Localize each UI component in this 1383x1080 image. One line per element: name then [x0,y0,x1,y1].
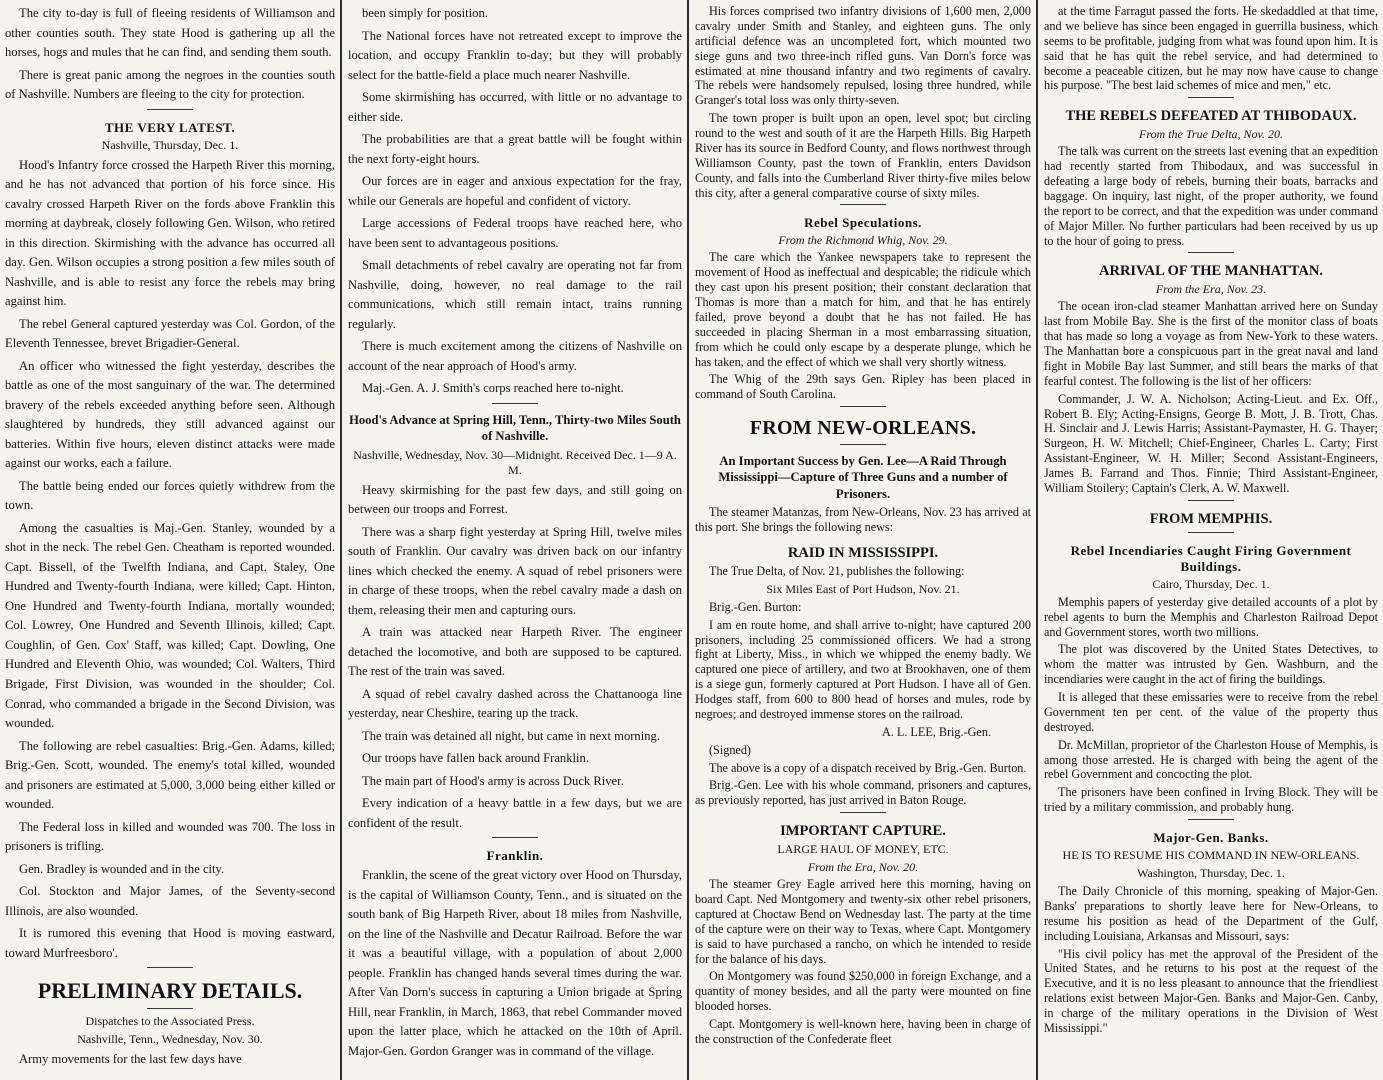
article-headline: FROM MEMPHIS. [1149,510,1273,527]
article-paragraph: The rebel General captured yesterday was Col. Gordon, of the Eleventh Tennessee, brevet Brigadier-General. [5,316,335,351]
section-divider [1188,500,1234,501]
article-paragraph: The steamer Matanzas, from New-Orleans, Nov. 23 has arrived at this port. She brings the following news: [695,505,1031,535]
article-paragraph: It is rumored this evening that Hood is moving eastward, toward Murfreesboro'. [5,926,335,960]
article-paragraph: The plot was discovered by the United States Detectives, to whom the matter was intrusted by Gen. Washburn, and the incendiaries were caught in the act of firing the buildings. [1044,642,1378,687]
dateline: Washington, Thursday, Dec. 1. [1137,866,1285,880]
article-headline: IMPORTANT CAPTURE. [780,823,946,840]
article-headline: Major-Gen. Banks. [1153,830,1269,845]
article-paragraph: Our forces are in eager and anxious expectation for the fray, while our Generals are hopeful and confident of victory. [348,174,682,208]
dateline: Cairo, Thursday, Dec. 1. [1152,576,1270,591]
article-paragraph: The Daily Chronicle of this morning, speaking of Major-Gen. Banks' preparations to shortly leave here for New-Orleans, to resume his position as head of the Department of the Gulf, including Louisiana, Arkansas and Missouri, says: [1044,884,1378,943]
article-paragraph: Every indication of a heavy battle in a few days, but we are confident of the result. [348,796,682,830]
article-paragraph: A train was attacked near Harpeth River. The engineer detached the locomotive, and both are supposed to be captured. The rest of the train was saved. [348,625,682,679]
article-paragraph: been simply for position. [362,6,488,20]
dateline: Nashville, Thursday, Dec. 1. [101,137,239,152]
section-divider [492,403,538,404]
article-paragraph: The above is a copy of a dispatch received by Brig.-Gen. Burton. [709,760,1027,775]
section-divider [147,1008,193,1009]
dateline: LARGE HAUL OF MONEY, ETC. [777,842,949,857]
article-paragraph: The city to-day is full of fleeing residents of Williamson and other counties south. They state Hood is gathering up all the horses, hogs and mules that he can find, and sending them south. [5,6,335,60]
article-paragraph: Small detachments of rebel cavalry are operating not far from Nashville, doing, however, no real damage to the rail communications, which still remain intact, trains running regularly. [348,258,682,331]
article-paragraph: Large accessions of Federal troops have reached here, who have been sent to advantageous positions. [348,216,682,250]
article-headline: THE VERY LATEST. [104,119,236,135]
article-paragraph: There is much excitement among the citizens of Nashville on account of the near approach of Hood's army. [348,339,682,373]
source-credit: From the Era, Nov. 23. [1155,282,1267,297]
article-paragraph: The probabilities are that a great battle will be fought within the next forty-eight hours. [348,132,682,166]
section-divider [840,444,886,445]
article-paragraph: Among the casualties is Maj.-Gen. Stanley, wounded by a shot in the neck. The rebel Gen. Cheatham is reported wounded. Capt. Bissell, of the Twelfth Indiana, and Capt. Staley, One Hundred and Twenty-fourth Indiana, were killed; Capt. Hinton, One Hundred and Twenty-fourth Indiana, mortally wounded; Col. Lowrey, One Hundred and Seventh Illinois, killed; Capt. Coughlin, of Gen. Cox' Staff, was killed; Capt. Dowling, One Hundred and Eleventh Ohio, was wounded; Col. Walters, Third Brigade, First Division, was wounded in the shoulder; Col. Conrad, who commanded a brigade in the Second Division, was wounded. [5,520,335,731]
article-paragraph: The town proper is built upon an open, level spot; but circling round to the west and south of it are the Harpeth Hills. Big Harpeth River has its source in Bedford County, and flows northwest through Williamson County, past the town of Franklin, enters Davidson County, and falls into the Cumberland River thirty-five miles below this city, after a general comparative course of sixty miles. [695,111,1031,200]
article-paragraph: Commander, J. W. A. Nicholson; Acting-Lieut. and Ex. Off., Robert B. Ely; Acting-Ensigns, George B. Mott, J. B. Trott, Chas. H. Sinclair and J. Lewis Harris; Assistant-Paymaster, H. G. Thayer; Surgeon, H. W. Mitchell; Chief-Engineer, Charles L. Carty; First Assistant-Engineer, W. H. Miller; Second Assistant-Engineers, James B. Farrand and Thos. Finnie; Third Assistant-Engineer, William Stoilery; Captain's Clerk, A. W. Maxwell. [1044,391,1378,495]
article-paragraph: Brig.-Gen. Lee with his whole command, prisoners and captures, as previously reported, has just arrived in Baton Rouge. [695,778,1031,808]
article-headline: Franklin. [486,848,544,864]
article-deck: Hood's Advance at Spring Hill, Tenn., Thirty-two Miles South of Nashville. [349,412,681,444]
article-headline: ARRIVAL OF THE MANHATTAN. [1099,263,1323,280]
column-rule [687,0,689,1080]
article-paragraph: The steamer Grey Eagle arrived here this morning, having on board Capt. Ned Montgomery and twenty-six other rebel prisoners, captured at Choctaw Bend on Wednesday last. The party at the time of the capture were on their way to Texas, where Capt. Montgomery is said to have purchased a rancho, on which he intended to reside for the balance of his days. [695,877,1031,966]
section-divider [840,812,886,813]
article-paragraph: There was a sharp fight yesterday at Spring Hill, twelve miles south of Franklin. Our cavalry was driven back on our infantry lines which checked the enemy. A squad of rebel prisoners were in charge of these troops, when the rebel cavalry made a dash on them, releasing their men and capturing ours. [348,524,682,617]
section-divider [840,406,886,407]
section-divider [147,967,193,968]
article-deck: An Important Success by Gen. Lee—A Raid Through Mississippi—Capture of Three Guns and a number of Prisoners. [718,454,1008,501]
section-divider [492,837,538,838]
article-paragraph: The True Delta, of Nov. 21, publishes the following: [709,563,965,578]
section-divider [147,109,193,110]
article-paragraph: The Federal loss in killed and wounded was 700. The loss in prisoners is trifling. [5,819,335,854]
article-headline: THE REBELS DEFEATED AT THIBODAUX. [1065,108,1357,125]
article-paragraph: Army movements for the last few days have [19,1052,242,1067]
article-paragraph: The battle being ended our forces quietly withdrew from the town. [5,478,335,513]
article-paragraph: Dr. McMillan, proprietor of the Charleston House of Memphis, is among those arrested. He is charged with being the agent of the rebel Government and concocting the plot. [1044,737,1378,782]
article-paragraph: The prisoners have been confined in Irving Block. They will be tried by a military commission, and probably hung. [1044,785,1378,815]
article-paragraph: Franklin, the scene of the great victory over Hood on Thursday, is the capital of Williamson County, Tenn., and is situated on the south bank of Big Harpeth River, about 18 miles from Nashville, on the line of the Nashville and Decatur Railroad. Before the war it was a beautiful village, with a population of about 2,000 people. Franklin has changed hands several times during the war. After Van Dorn's success in capturing a Union brigade at Spring Hill, near Franklin, in March, 1863, that rebel Commander moved upon the latter place, which he attacked on the 10th of April. Major-Gen. Gordon Granger was in command of the village. [348,868,683,1058]
column-3 [690,0,1036,1080]
article-paragraph: Gen. Bradley is wounded and in the city. [19,861,225,876]
article-paragraph: The following are rebel casualties: Brig.-Gen. Adams, killed; Brig.-Gen. Scott, wounded. The enemy's total killed, wounded and prisoners are estimated at 5,000, 3,000 being either killed or wounded. [5,738,335,812]
section-divider [1188,252,1234,253]
article-paragraph: There is great panic among the negroes in the counties south of Nashville. Numbers are fleeing to the city for protection. [5,67,335,102]
article-paragraph: at the time Farragut passed the forts. He skedaddled at that time, and we believe has since been engaged in guerrilla business, which seems to be profitable, judging from what was found upon him. It is said that he has quit the rebel service, and had determined to become a peaceable citizen, but he may now have cause to change his purpose. "The best laid schemes of mice and men," etc. [1044,4,1378,93]
dateline: HE IS TO RESUME HIS COMMAND IN NEW-ORLEANS. [1062,848,1360,862]
article-paragraph: Hood's Infantry force crossed the Harpeth River this morning, and he has not advanced that portion of his force since. His cavalry crossed Harpeth River on the fords above Franklin this morning at daybreak, closely following Gen. Wilson, who retired in this direction. Skirmishing with the advance has occurred all day. Gen. Wilson occupies a strong position a few miles south of Nashville, and is able to resist any force the rebels may bring against him. [5,157,335,309]
article-paragraph: Maj.-Gen. A. J. Smith's corps reached here to-night. [362,381,624,396]
article-paragraph: I am en route home, and shall arrive to-night; have captured 200 prisoners, including 25 commissioned officers. We had a strong fight at Liberty, Miss., in which we whipped the enemy badly. We captured one piece of artillery, and two at Brookhaven, one of them is a siege gun, formerly captured at Port Hudson. I have all of Gen. Hodges staff, from 600 to 800 head of horses and mules, rode by negroes; and destroyed immense stores on the railroad. [695,617,1031,721]
source-credit: From the Era, Nov. 20. [807,860,919,875]
article-paragraph: A squad of rebel cavalry dashed across the Chattanooga line yesterday, near Cheshire, tearing up the track. [348,686,682,721]
source-credit: From the True Delta, Nov. 20. [1139,127,1283,142]
article-paragraph: Col. Stockton and Major James, of the Seventy-second Illinois, are also wounded. [5,884,335,918]
dateline: Nashville, Tenn., Wednesday, Nov. 30. [77,1032,263,1047]
dateline: Six Miles East of Port Hudson, Nov. 21. [766,581,960,596]
section-divider [1188,819,1234,820]
article-paragraph: Memphis papers of yesterday give detailed accounts of a plot by rebel agents to burn the Memphis and Charleston Railroad Depot and Government stores, worth two millions. [1044,594,1378,639]
article-paragraph: His forces comprised two infantry divisions of 1,600 men, 2,000 cavalry under Smith and Stanley, and eighteen guns. The only artificial defence was an uncompleted fort, which mounted two siege guns and two three-inch rifled guns. Van Dorn's force was estimated at nine thousand infantry and two regiments of cavalry. The rebels were handsomely repulsed, losing three hundred, while Granger's total loss was only thirty-seven. [695,4,1031,108]
article-paragraph: The ocean iron-clad steamer Manhattan arrived here on Sunday last from Mobile Bay. She is the first of the monitor class of boats that has made so long a voyage as from New-York to these waters. The Manhattan bore a conspicuous part in the great naval and land fight in Mobile Bay last Summer, and still bears the marks of that fearful contest. The following is the list of her officers: [1044,299,1378,388]
article-paragraph: (Signed) [709,742,751,757]
source-credit: From the Richmond Whig, Nov. 29. [778,233,948,248]
article-paragraph: The talk was current on the streets last evening that an expedition had recently started from Thibodaux, and was successful in defeating a large body of rebels, burning their boats, barracks and baggage. On inquiry, last night, of the proper authority, we found the report to be correct, and that the expedition was under command of Major Miller. No further particulars had been received by us up to the hour of going to press. [1044,144,1378,248]
article-paragraph: An officer who witnessed the fight yesterday, describes the battle as one of the most sanguinary of the war. The determined bravery of the rebels exceeded anything before seen. Although slaughtered by hundreds, they still advanced against our batteries. Within five hours, eleven distinct attacks were made against our works, each a failure. [5,358,335,471]
article-paragraph: The train was detained all night, but came in next morning. [362,728,660,743]
column-rule [1036,0,1038,1080]
column-1 [0,0,340,1080]
article-headline: FROM NEW-ORLEANS. [749,417,977,440]
article-headline: PRELIMINARY DETAILS. [37,978,303,1004]
dateline: Nashville, Wednesday, Nov. 30—Midnight. Received Dec. 1—9 A. M. [353,447,677,477]
article-paragraph: On Montgomery was found $250,000 in foreign Exchange, and a quantity of money besides, and all the party were mounted on fine blooded horses. [695,969,1031,1014]
article-paragraph: Capt. Montgomery is well-known here, having been in charge of the construction of the Confederate fleet [695,1017,1031,1046]
article-headline: RAID IN MISSISSIPPI. [787,544,939,561]
section-divider [1188,97,1234,98]
article-paragraph: Our troops have fallen back around Franklin. [362,751,589,766]
article-paragraph: Some skirmishing has occurred, with little or no advantage to either side. [348,90,682,124]
section-divider [1188,532,1234,533]
section-divider [840,204,886,205]
article-paragraph: "His civil policy has met the approval of the President of the United States, and he returns to his post at the request of the Executive, and it is no less pleasant to announce that the friendliest relations exist between Major-Gen. Banks and Major-Gen. Canby, in charge of the military operations in the Division of West Mississippi." [1044,946,1378,1035]
article-headline: Rebel Speculations. [804,215,922,231]
column-rule [340,0,342,1080]
article-paragraph: The Whig of the 29th says Gen. Ripley has been placed in command of South Carolina. [695,372,1031,402]
column-2 [343,0,687,1080]
article-paragraph: Brig.-Gen. Burton: [709,599,802,614]
article-paragraph: The care which the Yankee newspapers take to represent the movement of Hood as ineffectual and despicable; the ridicule which they cast upon his present position; their constant declaration that Thomas is more than a match for him, and that he has entirely failed, prove beyond a doubt that he has not failed. He has succeeded in placing Sherman in a most embarrassing situation, from which he could only escape by a desperate plunge, which he has taken, and the effect of which we shall very shortly witness. [695,250,1031,369]
article-headline: Rebel Incendiaries Caught Firing Government Buildings. [1070,542,1352,574]
dateline: Dispatches to the Associated Press. [85,1014,255,1029]
signature: A. L. LEE, Brig.-Gen. [882,724,991,739]
column-4 [1039,0,1383,1080]
article-paragraph: Heavy skirmishing for the past few days, and still going on between our troops and Forrest. [348,482,682,517]
article-paragraph: The main part of Hood's army is across Duck River. [362,773,624,788]
article-paragraph: It is alleged that these emissaries were to receive from the rebel Government ten per cent. of the value of the property thus destroyed. [1044,690,1378,734]
article-paragraph: The National forces have not retreated except to improve the location, and occupy Franklin to-day; but they will probably select for the battle-field a place much nearer Nashville. [348,28,682,82]
